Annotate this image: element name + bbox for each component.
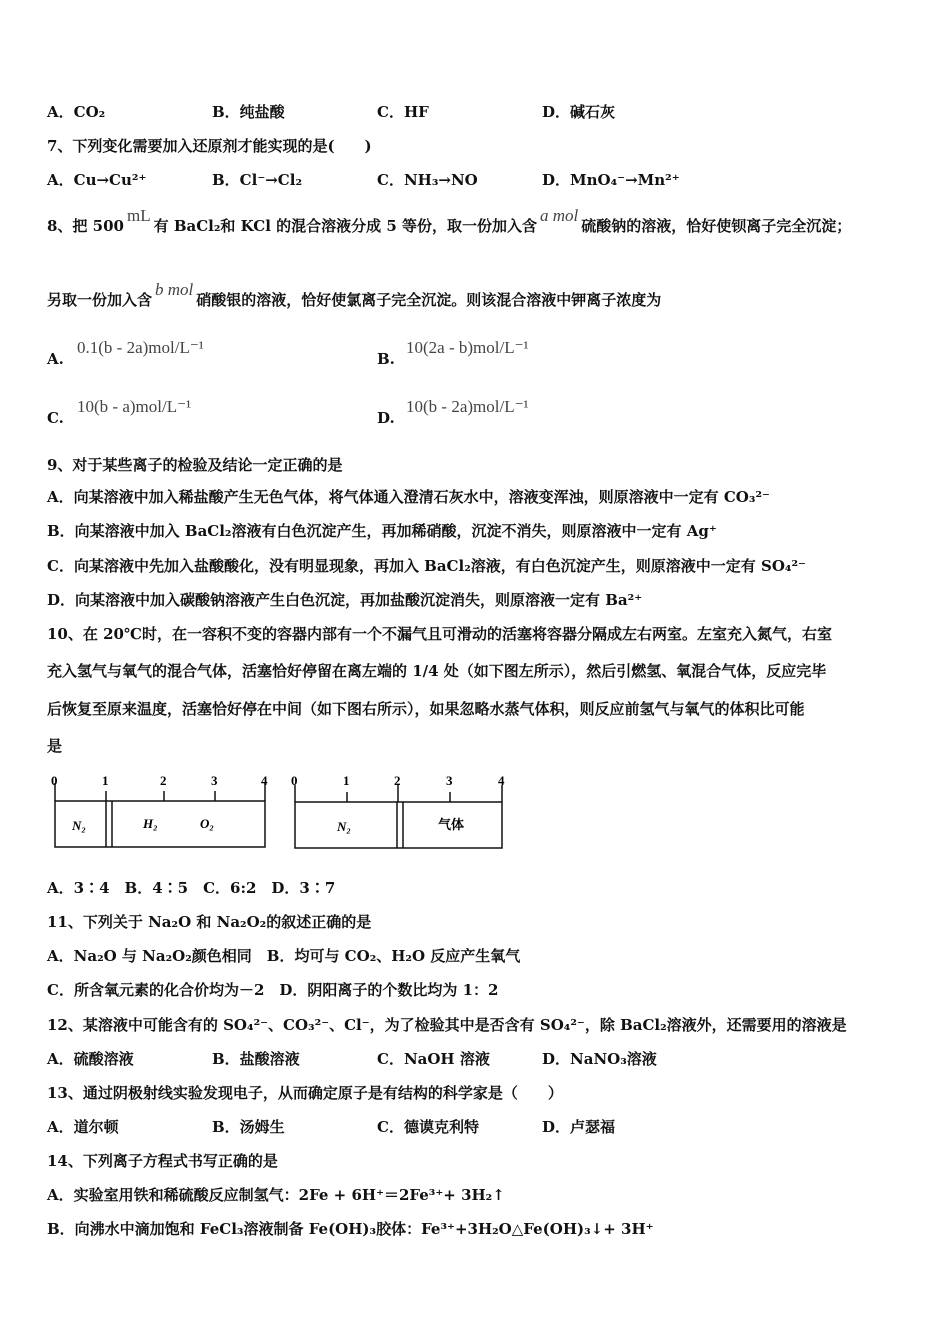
tick: 2 bbox=[394, 773, 401, 788]
math-ml: mL bbox=[126, 206, 151, 225]
option-a-label: A. bbox=[47, 350, 64, 368]
option-c: C．NH₃→NO bbox=[377, 171, 478, 189]
piston-diagram bbox=[40, 765, 520, 855]
tick: 4 bbox=[261, 773, 268, 788]
label-gas: 气体 bbox=[438, 817, 465, 832]
label-n2: N₂ bbox=[337, 819, 351, 834]
option-a: A．实验室用铁和稀硫酸反应制氢气：2Fe + 6H⁺＝2Fe³⁺+ 3H₂↑ bbox=[47, 1186, 505, 1204]
option-b: B．纯盐酸 bbox=[212, 103, 285, 121]
option-a-expr: 0.1(b - 2a)mol/L⁻¹ bbox=[77, 338, 204, 357]
right-ticks bbox=[291, 773, 505, 788]
right-container bbox=[295, 785, 502, 848]
label-n2: N₂ bbox=[72, 818, 86, 833]
q10-stem-line2: 充入氢气与氧气的混合气体，活塞恰好停留在离左端的 1/4 处（如下图左所示），然后引燃氢、氧混合气体，反应完毕 bbox=[47, 662, 827, 680]
option-a: A．向某溶液中加入稀盐酸产生无色气体，将气体通入澄清石灰水中，溶液变浑浊，则原溶液中一定有 CO₃²⁻ bbox=[47, 488, 770, 506]
q10-options: A．3∶4 B．4∶5 C．6:2 D．3∶7 bbox=[47, 879, 336, 897]
option-b: B．向沸水中滴加饱和 FeCl₃溶液制备 Fe(OH)₃胶体：Fe³⁺+3H₂O△Fe(OH)₃↓+ 3H⁺ bbox=[47, 1220, 654, 1238]
left-ticks bbox=[51, 773, 268, 788]
option-c-label: C. bbox=[47, 409, 64, 427]
option-c: C．德谟克利特 bbox=[377, 1118, 479, 1136]
tick: 3 bbox=[446, 773, 453, 788]
tick: 4 bbox=[498, 773, 505, 788]
option-a: A．Cu→Cu²⁺ bbox=[47, 171, 147, 189]
q9-stem: 9、对于某些离子的检验及结论一定正确的是 bbox=[47, 456, 343, 474]
q7-stem: 7、下列变化需要加入还原剂才能实现的是( ) bbox=[47, 137, 372, 155]
tick: 0 bbox=[51, 773, 58, 788]
option-d: D．NaNO₃溶液 bbox=[542, 1050, 657, 1068]
text: 另取一份加入含 bbox=[47, 291, 153, 309]
q8-stem-line1 bbox=[47, 206, 852, 236]
math-b-mol: b mol bbox=[155, 280, 194, 299]
option-d: D．MnO₄⁻→Mn²⁺ bbox=[542, 171, 680, 189]
text: 硝酸银的溶液，恰好使氯离子完全沉淀。则该混合溶液中钾离子浓度为 bbox=[196, 291, 662, 309]
option-a: A．硫酸溶液 bbox=[47, 1050, 134, 1068]
option-d-expr: 10(b - 2a)mol/L⁻¹ bbox=[406, 397, 529, 416]
option-a: A．道尔顿 bbox=[47, 1118, 119, 1136]
option-b: B．盐酸溶液 bbox=[212, 1050, 300, 1068]
option-d: D．向某溶液中加入碳酸钠溶液产生白色沉淀，再加盐酸沉淀消失，则原溶液一定有 Ba²⁺ bbox=[47, 591, 643, 609]
option-d: D．卢瑟福 bbox=[542, 1118, 616, 1136]
tick: 1 bbox=[343, 773, 350, 788]
tick: 0 bbox=[291, 773, 298, 788]
text: 硫酸钠的溶液，恰好使钡离子完全沉淀； bbox=[581, 217, 852, 235]
q10-stem-line1: 10、在 20℃时，在一容积不变的容器内部有一个不漏气且可滑动的活塞将容器分隔成左右两室。左室充入氮气，右室 bbox=[47, 625, 832, 643]
label-o2: O₂ bbox=[200, 816, 214, 831]
text: 8、把 500 bbox=[47, 217, 124, 235]
q11-stem: 11、下列关于 Na₂O 和 Na₂O₂的叙述正确的是 bbox=[47, 913, 372, 931]
option-b-label: B. bbox=[377, 350, 395, 368]
option-b-expr: 10(2a - b)mol/L⁻¹ bbox=[406, 338, 529, 357]
q10-stem-line3: 后恢复至原来温度，活塞恰好停在中间（如下图右所示），如果忽略水蒸气体积，则反应前氢气与氧气的体积比可能 bbox=[47, 700, 805, 718]
option-c: C．向某溶液中先加入盐酸酸化，没有明显现象，再加入 BaCl₂溶液，有白色沉淀产生，则原溶液中一定有 SO₄²⁻ bbox=[47, 557, 806, 575]
option-b: B．汤姆生 bbox=[212, 1118, 285, 1136]
option-d: D．碱石灰 bbox=[542, 103, 616, 121]
option-c: C．NaOH 溶液 bbox=[377, 1050, 490, 1068]
math-a-mol: a mol bbox=[540, 206, 579, 225]
option-b: B．向某溶液中加入 BaCl₂溶液有白色沉淀产生，再加稀硝酸，沉淀不消失，则原溶液中一定有 Ag⁺ bbox=[47, 522, 717, 540]
label-h2: H₂ bbox=[143, 816, 158, 831]
option-a: A．CO₂ bbox=[47, 103, 106, 121]
q10-stem-line4: 是 bbox=[47, 737, 63, 755]
text: 有 BaCl₂和 KCl 的混合溶液分成 5 等份，取一份加入含 bbox=[153, 217, 538, 235]
q13-stem: 13、通过阴极射线实验发现电子，从而确定原子是有结构的科学家是（ ） bbox=[47, 1084, 563, 1102]
q11-options-line1: A．Na₂O 与 Na₂O₂颜色相同 B．均可与 CO₂、H₂O 反应产生氧气 bbox=[47, 947, 521, 965]
q14-stem: 14、下列离子方程式书写正确的是 bbox=[47, 1152, 278, 1170]
tick: 3 bbox=[211, 773, 218, 788]
tick: 1 bbox=[102, 773, 109, 788]
option-c: C．HF bbox=[377, 103, 429, 121]
option-c-expr: 10(b - a)mol/L⁻¹ bbox=[77, 397, 192, 416]
option-b: B．Cl⁻→Cl₂ bbox=[212, 171, 303, 189]
q8-stem-line2 bbox=[47, 280, 662, 310]
tick: 2 bbox=[160, 773, 167, 788]
q12-stem: 12、某溶液中可能含有的 SO₄²⁻、CO₃²⁻、Cl⁻，为了检验其中是否含有 SO₄²⁻，除 BaCl₂溶液外，还需要用的溶液是 bbox=[47, 1016, 847, 1034]
option-d-label: D. bbox=[377, 409, 395, 427]
left-container bbox=[55, 783, 265, 847]
q11-options-line2: C．所含氧元素的化合价均为－2 D．阴阳离子的个数比均为 1：2 bbox=[47, 981, 499, 999]
